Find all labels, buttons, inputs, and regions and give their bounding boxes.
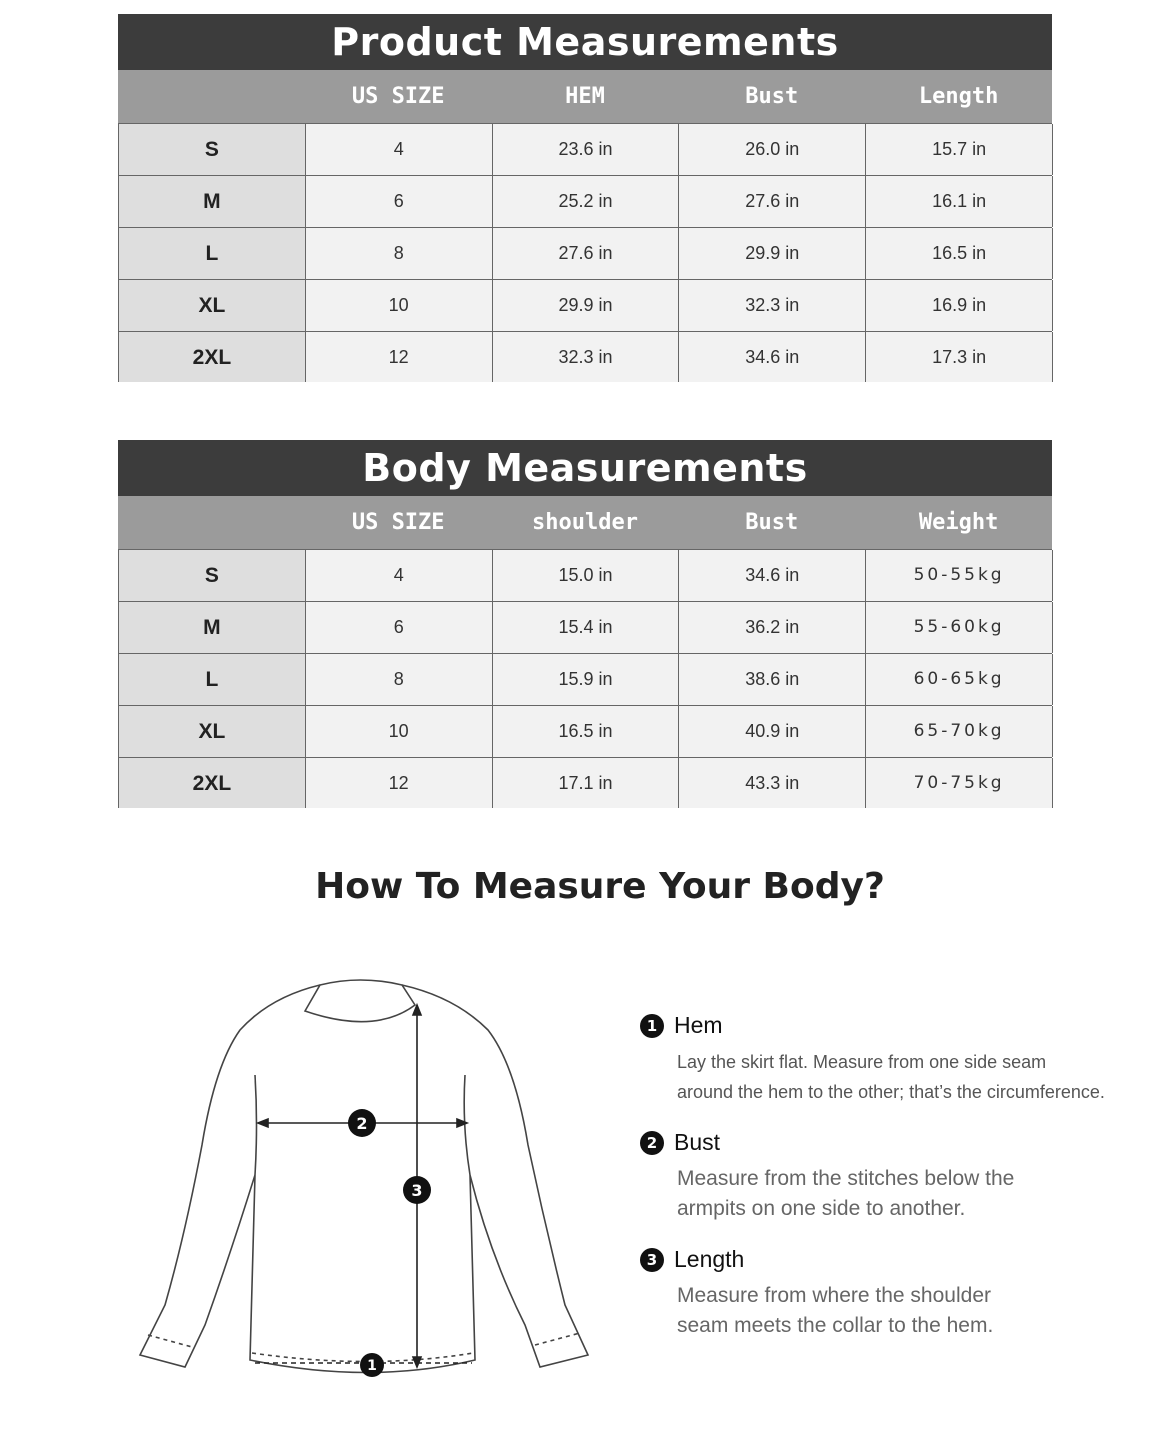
legend-label: Hem <box>674 1012 723 1038</box>
table-cell: 15.4 in <box>493 602 680 653</box>
table-cell: 34.6 in <box>679 332 866 382</box>
table-cell: 4 <box>306 124 493 175</box>
marker-1 <box>360 1353 384 1377</box>
table-cell: 15.0 in <box>493 550 680 601</box>
table-cell: 16.9 in <box>866 280 1053 331</box>
table-cell: 60-65kg <box>866 654 1053 705</box>
table-cell: 10 <box>306 706 493 757</box>
table-cell: 27.6 in <box>493 228 680 279</box>
size-cell: L <box>118 228 306 279</box>
table-cell: 15.9 in <box>493 654 680 705</box>
table-cell: 12 <box>306 758 493 808</box>
legend-desc-line: armpits on one side to another. <box>677 1197 966 1220</box>
table-cell: 4 <box>306 550 493 601</box>
table-row <box>118 332 1052 382</box>
product-measurements-table <box>118 14 1052 382</box>
table-cell: 32.3 in <box>679 280 866 331</box>
marker-3-label: 3 <box>411 1181 423 1200</box>
table-cell: 10 <box>306 280 493 331</box>
table-cell: 55-60kg <box>866 602 1053 653</box>
marker-2-label: 2 <box>356 1114 368 1133</box>
header-cell: Bust <box>745 84 799 109</box>
table-cell: 40.9 in <box>679 706 866 757</box>
table-row <box>118 280 1052 332</box>
legend-desc-line: seam meets the collar to the hem. <box>677 1314 994 1337</box>
table-cell: 70-75kg <box>866 758 1053 808</box>
header-cell: Weight <box>918 510 999 535</box>
table-cell: 43.3 in <box>679 758 866 808</box>
header-cell: HEM <box>565 84 605 109</box>
table-cell: 23.6 in <box>493 124 680 175</box>
header-cell <box>118 70 305 123</box>
legend-label: Bust <box>674 1129 721 1155</box>
table-cell: 25.2 in <box>493 176 680 227</box>
table-cell: 17.1 in <box>493 758 680 808</box>
sweater-outline <box>140 980 588 1373</box>
table-cell: 36.2 in <box>679 602 866 653</box>
product-table-header <box>118 70 1052 123</box>
table-row <box>118 124 1052 176</box>
marker-3 <box>403 1176 431 1204</box>
table-row <box>118 602 1052 654</box>
sweater-diagram <box>130 975 600 1395</box>
size-cell: 2XL <box>118 332 306 382</box>
table-cell: 17.3 in <box>866 332 1053 382</box>
legend-desc-line: around the hem to the other; that’s the circumference. <box>677 1082 1105 1102</box>
legend-description <box>677 1164 1140 1224</box>
table-cell: 38.6 in <box>679 654 866 705</box>
table-cell: 29.9 in <box>679 228 866 279</box>
size-cell: XL <box>118 280 306 331</box>
legend-label: Length <box>674 1246 745 1272</box>
table-cell: 50-55kg <box>866 550 1053 601</box>
table-row <box>118 228 1052 280</box>
table-cell: 26.0 in <box>679 124 866 175</box>
legend-item-hem <box>640 1012 1140 1107</box>
table-cell: 16.5 in <box>866 228 1053 279</box>
marker-2 <box>348 1109 376 1137</box>
table-cell: 8 <box>306 228 493 279</box>
header-cell: Bust <box>745 510 799 535</box>
table-cell: 6 <box>306 176 493 227</box>
size-cell: L <box>118 654 306 705</box>
table-row <box>118 550 1052 602</box>
size-cell: XL <box>118 706 306 757</box>
table-row <box>118 654 1052 706</box>
table-cell: 29.9 in <box>493 280 680 331</box>
table-row <box>118 706 1052 758</box>
table-cell: 27.6 in <box>679 176 866 227</box>
header-cell: Length <box>918 84 999 109</box>
table-row <box>118 176 1052 228</box>
legend-desc-line: Lay the skirt flat. Measure from one side seam <box>677 1052 1047 1072</box>
table-cell: 65-70kg <box>866 706 1053 757</box>
table-cell: 8 <box>306 654 493 705</box>
size-cell: 2XL <box>118 758 306 808</box>
legend-description <box>677 1047 1140 1107</box>
table-row <box>118 758 1052 808</box>
table-cell: 34.6 in <box>679 550 866 601</box>
body-table-title: Body Measurements <box>118 440 1052 496</box>
table-cell: 16.1 in <box>866 176 1053 227</box>
size-cell: S <box>118 124 306 175</box>
table-cell: 32.3 in <box>493 332 680 382</box>
table-cell: 12 <box>306 332 493 382</box>
header-cell: US SIZE <box>351 510 445 535</box>
marker-1-label: 1 <box>367 1358 377 1374</box>
legend-item-bust <box>640 1129 1140 1224</box>
number-1-icon: 1 <box>640 1014 664 1038</box>
how-to-measure-title: How To Measure Your Body? <box>315 866 885 907</box>
table-cell: 15.7 in <box>866 124 1053 175</box>
size-cell: S <box>118 550 306 601</box>
legend-description <box>677 1281 1140 1341</box>
product-table-title: Product Measurements <box>118 14 1052 70</box>
header-cell <box>118 496 305 549</box>
header-cell: US SIZE <box>351 84 445 109</box>
body-measurements-table <box>118 440 1052 808</box>
number-2-icon: 2 <box>640 1131 664 1155</box>
table-cell: 6 <box>306 602 493 653</box>
legend-desc-line: Measure from where the shoulder <box>677 1284 991 1307</box>
number-3-icon: 3 <box>640 1248 664 1272</box>
header-cell: shoulder <box>532 510 638 535</box>
size-cell: M <box>118 602 306 653</box>
legend-desc-line: Measure from the stitches below the <box>677 1167 1015 1190</box>
measure-legend <box>640 1012 1140 1363</box>
size-cell: M <box>118 176 306 227</box>
legend-item-length <box>640 1246 1140 1341</box>
body-table-header <box>118 496 1052 549</box>
table-cell: 16.5 in <box>493 706 680 757</box>
